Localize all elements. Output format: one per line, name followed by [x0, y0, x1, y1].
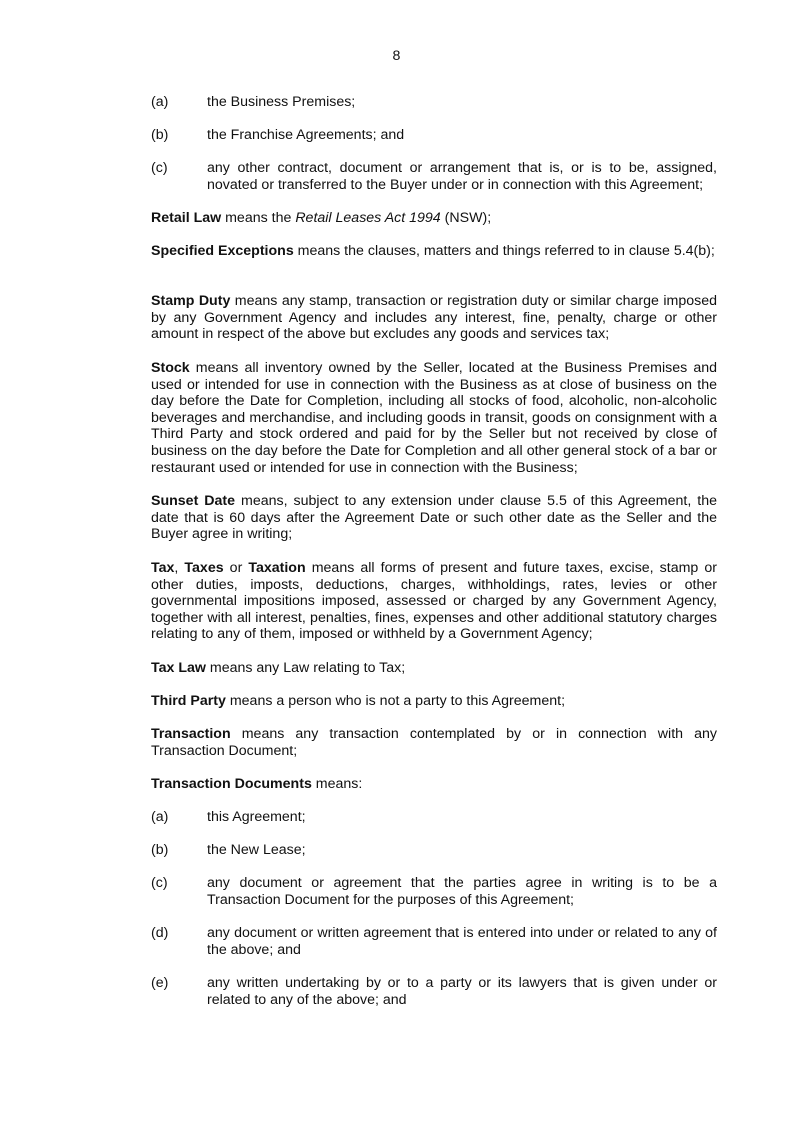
defined-term: Transaction — [151, 726, 231, 742]
defined-term: Transaction Documents — [151, 776, 312, 792]
term-separator: , — [174, 560, 185, 576]
list-item-label: (b) — [151, 127, 169, 143]
defined-term: Stamp Duty — [151, 293, 231, 309]
definition-transaction — [151, 726, 717, 759]
list-item-text: the Franchise Agreements; and — [207, 127, 405, 143]
list-item — [151, 160, 717, 193]
definition-text: means the — [221, 210, 296, 226]
defined-term: Sunset Date — [151, 493, 236, 509]
defined-term: Third Party — [151, 693, 226, 709]
list-item — [151, 925, 717, 958]
definition-text: means any stamp, transaction or registration duty or similar charge imposed by any Government Agency and includes any interest, fine, penalty, charge or other amount in respect of the above but excludes any goods and services tax; — [151, 293, 717, 343]
list-item-label: (b) — [151, 842, 169, 858]
defined-term: Stock — [151, 360, 190, 376]
list-item-text: the New Lease; — [207, 842, 306, 858]
list-item-label: (d) — [151, 925, 169, 941]
defined-term: Taxation — [248, 560, 306, 576]
list-item-text: any other contract, document or arrangement that is, or is to be, assigned, novated or transferred to the Buyer under or in connection with this Agreement; — [207, 160, 717, 193]
defined-term: Tax — [151, 560, 175, 576]
definition-retail-law — [151, 210, 717, 227]
list-item-label: (e) — [151, 975, 169, 991]
definition-specified-exceptions — [151, 243, 717, 260]
list-item — [151, 94, 717, 111]
definition-text: means, subject to any extension under clause 5.5 of this Agreement, the date that is 60 days after the Agreement Date or such other date as the Seller and the Buyer agree in writing; — [151, 493, 717, 543]
definition-stock — [151, 360, 717, 476]
list-item-text: the Business Premises; — [207, 94, 356, 110]
list-item — [151, 127, 717, 144]
definition-text: means the clauses, matters and things referred to in clause 5.4(b); — [293, 243, 715, 259]
list-item-text: this Agreement; — [207, 809, 306, 825]
definition-text: (NSW); — [440, 210, 492, 226]
definition-text: means all inventory owned by the Seller, located at the Business Premises and used or intended for use in connection with the Business as at close of business on the day before the Date for Completion, including all stocks of food, alcoholic, non-alcoholic beverages and merchandise, and including goods in transit, goods on consignment with a Third Party and stock ordered and paid for by the Seller but not received by close of business on the day before the Date for Completion and all other general stock of a bar or restaurant used or intended for use in connection with the Business; — [151, 360, 717, 476]
page-number: 8 — [392, 48, 401, 64]
defined-term: Tax Law — [151, 660, 206, 676]
defined-term: Taxes — [184, 560, 224, 576]
definition-text: means any Law relating to Tax; — [205, 660, 406, 676]
list-item-label: (c) — [151, 875, 168, 891]
definition-tax — [151, 560, 717, 643]
definition-text: means all forms of present and future taxes, excise, stamp or other duties, imposts, deductions, charges, withholdings, rates, levies or other governmental impositions imposed, assessed or charged by any Government Agency, together with all interest, penalties, fines, expenses and other additional statutory charges relating to any of them, imposed or withheld by a Government Agency; — [151, 560, 717, 643]
definition-text: means a person who is not a party to this Agreement; — [225, 693, 566, 709]
definition-text: means: — [311, 776, 363, 792]
definition-text: means any transaction contemplated by or in connection with any Transaction Document; — [151, 726, 717, 759]
defined-term: Retail Law — [151, 210, 222, 226]
list-item — [151, 875, 717, 908]
defined-term: Specified Exceptions — [151, 243, 294, 259]
list-item-label: (a) — [151, 809, 169, 825]
list-item-text: any document or agreement that the parties agree in writing is to be a Transaction Document for the purposes of this Agreement; — [207, 875, 717, 908]
list-item-text: any document or written agreement that is entered into under or related to any of the above; and — [207, 925, 717, 958]
term-separator: or — [223, 560, 249, 576]
definition-stamp-duty — [151, 293, 717, 343]
definition-sunset-date — [151, 493, 717, 543]
list-item — [151, 809, 717, 826]
list-item — [151, 975, 717, 1008]
definition-tax-law — [151, 660, 717, 677]
definition-transaction-documents — [151, 776, 717, 793]
list-item-label: (c) — [151, 160, 168, 176]
list-item-text: any written undertaking by or to a party or its lawyers that is given under or related to any of the above; and — [207, 975, 717, 1008]
list-item — [151, 842, 717, 859]
definition-third-party — [151, 693, 717, 710]
list-item-label: (a) — [151, 94, 169, 110]
act-title: Retail Leases Act 1994 — [295, 210, 441, 226]
